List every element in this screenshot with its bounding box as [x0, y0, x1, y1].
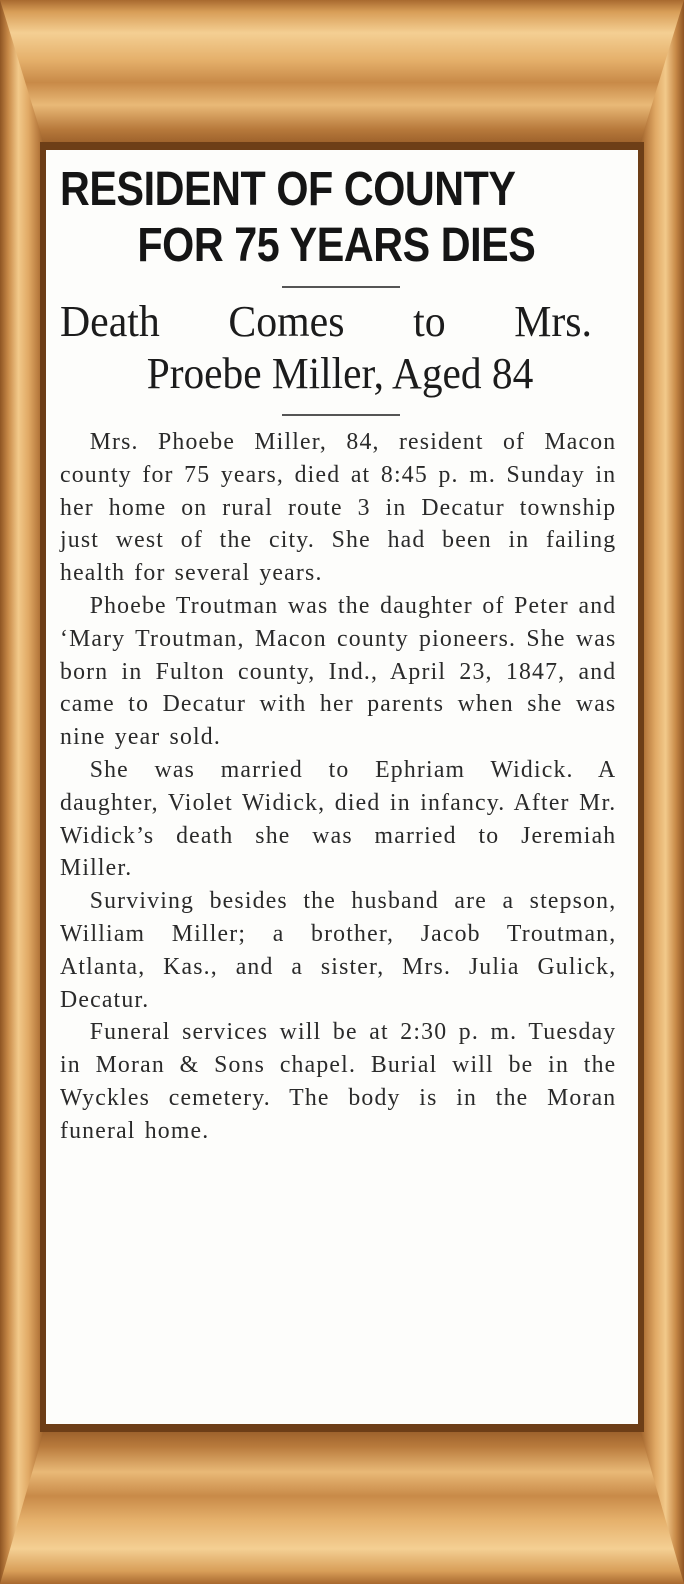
- subheadline-word: Comes: [228, 297, 345, 346]
- paragraph: Funeral services will be at 2:30 p. m. Tuesday in Moran & Sons chapel. Burial will be in the Wyckles cemetery. The body is in the Moran funeral home.: [60, 1019, 617, 1144]
- frame-right-bevel: [638, 0, 684, 1584]
- subheadline-divider: [282, 414, 400, 416]
- subheadline-word: Death: [60, 297, 160, 346]
- newspaper-clipping: [46, 150, 638, 1424]
- subheadline-line-1: [60, 296, 592, 348]
- frame-bottom-bevel: [0, 1424, 684, 1584]
- headline-divider: [282, 286, 400, 288]
- paragraph: She was married to Ephriam Widick. A daughter, Violet Widick, died in infancy. After Mr. Widick’s death she was married to Jeremiah Miller.: [60, 756, 617, 882]
- paragraph: Mrs. Phoebe Miller, 84, resident of Macon county for 75 years, died at 8:45 p. m. Sunday in her home on rural route 3 in Decatur township just west of the city. She had been in failing health for several years.: [60, 429, 617, 587]
- subheadline-word: to: [413, 297, 446, 346]
- paragraph: Phoebe Troutman was the daughter of Peter and ‘Mary Troutman, Macon county pioneers. She was born in Fulton county, Ind., April 23, 1847, and came to Decatur with her parents when she was nine year sold.: [60, 592, 617, 751]
- headline-line-2: FOR 75 YEARS DIES: [137, 219, 536, 272]
- headline: [60, 162, 621, 274]
- article-body: [60, 426, 622, 1148]
- subheadline: [60, 296, 622, 400]
- frame-top-bevel: [0, 0, 684, 150]
- subheadline-word: Mrs.: [514, 297, 592, 346]
- paragraph: Surviving besides the husband are a stepson, William Miller; a brother, Jacob Troutman, Atlanta, Kas., and a sister, Mrs. Julia Gulick, Decatur.: [60, 888, 617, 1013]
- headline-line-1: RESIDENT OF COUNTY: [60, 163, 516, 216]
- subheadline-line-2: Proebe Miller, Aged 84: [146, 349, 534, 398]
